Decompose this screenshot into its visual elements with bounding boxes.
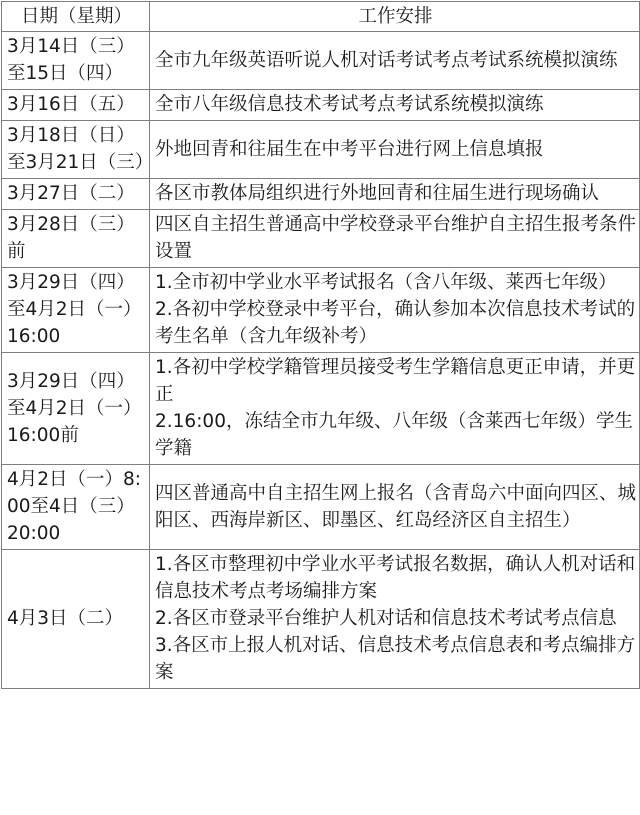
work-item: 1.各区市整理初中学业水平考试报名数据，确认人机对话和信息技术考点考场编排方案 [155,554,636,602]
work-cell [150,90,640,121]
date-cell: 3月29日（四）至4月2日（一）16:00 [2,268,150,353]
header-date: 日期（星期） [2,2,150,32]
date-cell: 3月14日（三）至15日（四） [2,32,150,90]
table-row [2,179,640,210]
work-item: 2.各初中学校登录中考平台，确认参加本次信息技术考试的考生名单（含九年级补考） [155,299,636,347]
date-cell: 3月27日（二） [2,179,150,210]
work-item: 全市八年级信息技术考试考点考试系统模拟演练 [155,94,544,115]
schedule-table [1,1,640,689]
work-item: 1.各初中学校学籍管理员接受考生学籍信息更正申请，并更正 [155,357,636,405]
date-cell: 4月2日（一）8:00至4日（三）20:00 [2,465,150,550]
work-cell [150,550,640,689]
date-cell: 3月28日（三）前 [2,210,150,268]
work-item: 各区市教体局组织进行外地回青和往届生进行现场确认 [155,183,600,204]
date-cell: 4月3日（二） [2,550,150,689]
date-cell: 3月18日（日）至3月21日（三） [2,121,150,179]
work-item: 1.全市初中学业水平考试报名（含八年级、莱西七年级） [155,272,617,293]
work-cell [150,268,640,353]
work-cell [150,465,640,550]
table-row [2,121,640,179]
work-cell [150,32,640,90]
header-work: 工作安排 [150,2,640,32]
header-row [2,2,640,32]
work-cell [150,121,640,179]
work-item: 全市九年级英语听说人机对话考试考点考试系统模拟演练 [155,49,618,71]
work-item: 四区自主招生普通高中学校登录平台维护自主招生报考条件设置 [155,214,637,262]
table-row [2,550,640,689]
table-row [2,210,640,268]
work-item: 四区普通高中自主招生网上报名（含青岛六中面向四区、城阳区、西海岸新区、即墨区、红岛经济区自主招生） [155,482,637,531]
table-row [2,90,640,121]
date-cell: 3月16日（五） [2,90,150,121]
work-item: 外地回青和往届生在中考平台进行网上信息填报 [155,138,544,160]
table-row [2,465,640,550]
work-cell [150,179,640,210]
work-item: 2.16:00，冻结全市九年级、八年级（含莱西七年级）学生学籍 [155,411,633,459]
date-cell: 3月29日（四）至4月2日（一）16:00前 [2,353,150,465]
work-item: 2.各区市登录平台维护人机对话和信息技术考试考点信息 [155,608,617,629]
table-row [2,32,640,90]
work-cell [150,210,640,268]
table-row [2,353,640,465]
work-cell [150,353,640,465]
work-item: 3.各区市上报人机对话、信息技术考点信息表和考点编排方案 [155,635,636,683]
table-row [2,268,640,353]
